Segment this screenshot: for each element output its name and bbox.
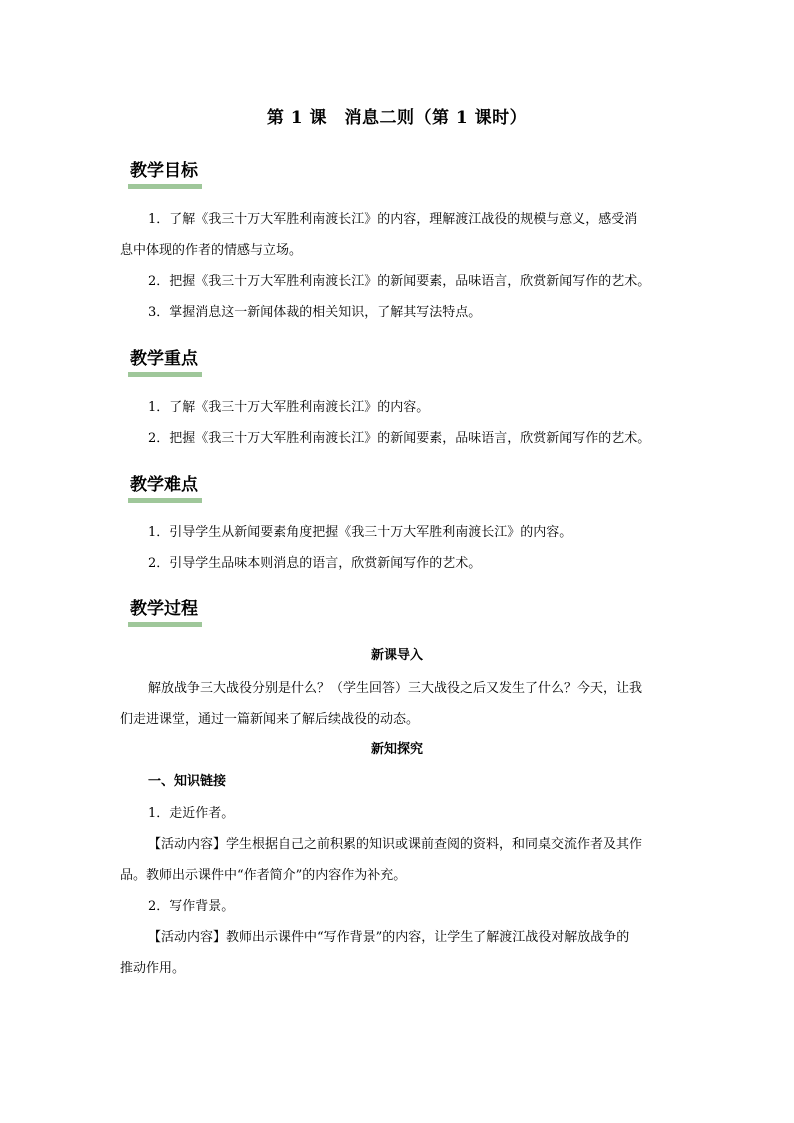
page-title: 第 1 课 消息二则（第 1 课时） [266, 108, 528, 128]
step-2-line-1: 【活动内容】教师出示课件中“写作背景”的内容，让学生了解渡江战役对解放战争的 [148, 930, 630, 945]
intro-title: 新课导入 [370, 648, 423, 663]
section-heading-process: 教学过程 [128, 598, 202, 627]
difficulty-item-1: 1．引导学生从新闻要素角度把握《我三十万大军胜利南渡长江》的内容。 [148, 525, 573, 540]
section-heading-difficulties: 教学难点 [128, 474, 202, 503]
explore-title: 新知探究 [370, 742, 423, 757]
difficulty-item-2: 2．引导学生品味本则消息的语言，欣赏新闻写作的艺术。 [148, 556, 482, 571]
goal-item-3: 3．掌握消息这一新闻体裁的相关知识，了解其写法特点。 [148, 305, 482, 320]
intro-line-1: 解放战争三大战役分别是什么？（学生回答）三大战役之后又发生了什么？今天，让我 [148, 681, 643, 696]
step-2-line-2: 推动作用。 [120, 961, 186, 976]
goal-item-2: 2．把握《我三十万大军胜利南渡长江》的新闻要素，品味语言，欣赏新闻写作的艺术。 [148, 274, 651, 289]
section-heading-key-points: 教学重点 [128, 348, 202, 377]
step-1: 1．走近作者。 [148, 806, 235, 821]
goal-item-1: 1．了解《我三十万大军胜利南渡长江》的内容，理解渡江战役的规模与意义，感受消 [148, 212, 638, 227]
step-1-line-2: 品。教师出示课件中“作者简介”的内容作为补充。 [120, 868, 407, 883]
sub-heading-knowledge-link: 一、知识链接 [148, 774, 227, 789]
step-2: 2．写作背景。 [148, 899, 235, 914]
key-point-item-1: 1．了解《我三十万大军胜利南渡长江》的内容。 [148, 400, 430, 415]
step-1-line-1: 【活动内容】学生根据自己之前积累的知识或课前查阅的资料，和同桌交流作者及其作 [148, 837, 643, 852]
goal-item-1-cont: 息中体现的作者的情感与立场。 [120, 243, 303, 258]
intro-line-2: 们走进课堂，通过一篇新闻来了解后续战役的动态。 [120, 712, 420, 727]
key-point-item-2: 2．把握《我三十万大军胜利南渡长江》的新闻要素，品味语言，欣赏新闻写作的艺术。 [148, 431, 651, 446]
section-heading-goals: 教学目标 [128, 160, 202, 189]
